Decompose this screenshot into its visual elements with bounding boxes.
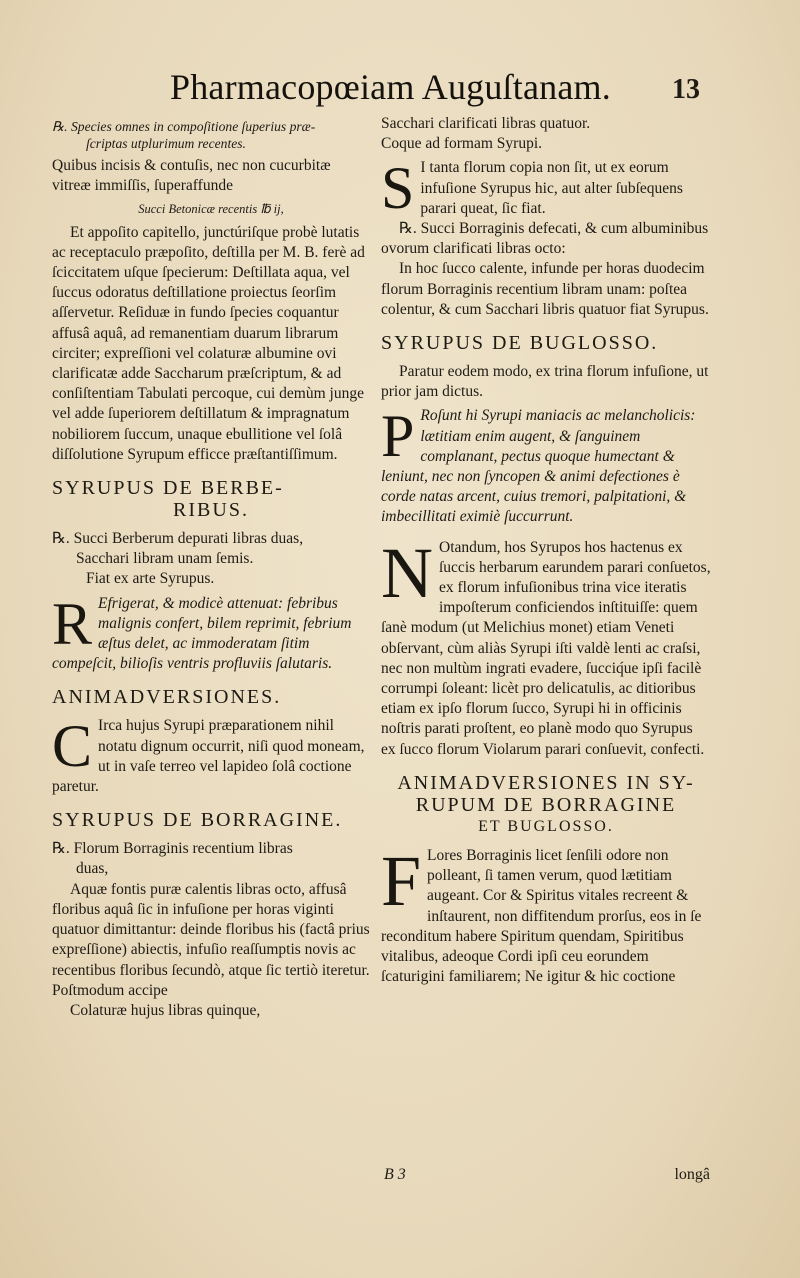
drop-cap: C xyxy=(52,716,93,780)
recipe-line: ℞. Florum Borraginis recentium libras xyxy=(52,840,293,858)
paragraph: Paratur eodem modo, ex trina florum infuſione, ut prior jam dictus. xyxy=(381,363,709,401)
left-column xyxy=(52,114,370,1238)
recipe-line: Sacchari libram unam ſemis. xyxy=(76,550,254,568)
section-heading-buglosso: SYRUPUS DE BUGLOSSO. xyxy=(381,332,659,355)
alternative-paragraph xyxy=(381,158,711,219)
recipe-line: Sacchari clarificati libras quatuor. xyxy=(381,115,591,132)
paragraph-text: I tanta florum copia non ſit, ut ex eorum infuſione Syrupus hic, aut alter ſubſequens parari queat, ſic fiat. xyxy=(420,159,683,217)
recipe-intro xyxy=(52,118,370,152)
heading-line: SYRUPUS DE BERBE- xyxy=(52,477,284,500)
recipe-line: duas, xyxy=(76,860,109,878)
drop-cap: S xyxy=(381,158,415,220)
drop-cap: P xyxy=(381,406,415,470)
paragraph-text: Lores Borraginis licet ſenſili odore non polleant, ſi tamen verum, quod lætitiam augeant. Cor & Spiritus vitales recreent & inſtaurent, non diffitendum prorſus, eos in ſe reconditum habere Spiritum quendam, Spiritibus vitalibus, adeoque Cordi ipſi ceu eorundem ſcaturigini familiarem; Ne igitur & hic coctione xyxy=(381,846,702,986)
drop-cap: F xyxy=(381,845,422,921)
catchword: longâ xyxy=(674,1166,710,1183)
recipe-berberibus xyxy=(52,529,370,590)
drop-cap: N xyxy=(381,537,433,613)
recipe-line: Coque ad formam Syrupi. xyxy=(381,135,543,153)
paragraph: Quibus incisis & contuſis, nec non cucurbitæ vitreæ immiſſis, ſuperaffunde xyxy=(52,157,331,195)
flores-paragraph xyxy=(381,846,711,987)
page-footer xyxy=(380,1166,710,1190)
heading-line: ET BUGLOSSO. xyxy=(478,817,614,835)
page-number: 13 xyxy=(672,74,700,105)
paragraph-text: Efrigerat, & modicè attenuat: febribus malignis confert, bilem reprimit, febrium æſtus delet, ac immoderatam ſitim compeſcit, bilioſis ventris profluviis ſalutaris. xyxy=(52,594,352,673)
recipe-intro-line: ſcriptas utplurimum recentes. xyxy=(86,136,246,151)
ingredient-line: Succi Betonicæ recentis ℔ ij, xyxy=(138,202,284,217)
virtues-paragraph xyxy=(52,594,370,675)
paragraph-text: Otandum, hos Syrupos hos hactenus ex ſuccis herbarum earundem parari conſuetos, ex florum infuſionibus trina vice iteratis impoſterum conficiendos inſtituiſſe: quem ſanè modum (ut Melichius monet) etiam Veneti obſervant, cùm aliàs Syrupi iſti valdè lenti ac craſsi, nec non multùm ingrati evadere, ſucciq́ue ipſi facilè corrumpi ſoleant: licèt pro delicatulis, ac ditioribus etiam ex ipſo florum ſucco, Syrupi hi in officinis noſtris parati proſtent, eo planè modo quo Syrupus ex ſucco florum Violarum parari conſuevit, confecti. xyxy=(381,538,711,758)
running-header xyxy=(0,62,800,112)
signature-mark: B 3 xyxy=(384,1166,406,1183)
paragraph-text: Roſunt hi Syrupi maniacis ac melancholicis: lætitiam enim augent, & ſanguinem complanant, pectus quoque humectant & leniunt, nec non ſyncopen & animi defectiones è corde natas arcent, cuius tremori, palpitationi, & imbecillitati eximiè ſuccurrunt. xyxy=(381,407,696,526)
paragraph-line: Colaturæ hujus libras quinque, xyxy=(70,1001,261,1019)
animadversion-paragraph xyxy=(52,716,370,797)
right-column xyxy=(381,114,711,1238)
section-heading-animadversiones: ANIMADVERSIONES. xyxy=(52,686,282,709)
virtues-paragraph xyxy=(381,406,711,527)
paragraph: Et appoſito capitello, junctúriſque probè lutatis ac receptaculo præpoſito, deſtilla per M. B. ferè ad ſciccitatem uſque ſpecierum: Deſtillata aqua, vel ſuccus odoratus deſtillatione proiectus ſeorſim aſſervetur. Reſiduæ in fundo ſpecies coquantur affusâ aquâ, ad remanentiam duarum librarum circiter; expreſſioni vel colaturæ albumine ovi clarificatæ adde Saccharum præſcriptum, & ad conſiſtentiam Tabulati percoque, cui demùm junge vel adde ſuperiorem deſtillatum & impragnatum nobiliorem ſuccum, unaque ebullitione vel ſolâ diſſolutione Syrupum efficce præſtantiſſimum. xyxy=(52,223,365,463)
notandum-paragraph xyxy=(381,538,711,760)
recipe-borragine xyxy=(52,839,370,879)
heading-line: ANIMADVERSIONES IN SY- xyxy=(397,771,695,794)
heading-line: RUPUM DE BORRAGINE xyxy=(415,793,677,816)
paragraph-text: Irca hujus Syrupi præparationem nihil notatu dignum occurrit, niſi quod moneam, ut in vaſe terreo vel lapideo ſolâ coctione paretur. xyxy=(52,717,365,796)
recipe-line: Fiat ex arte Syrupus. xyxy=(86,570,215,588)
recipe-line: ℞. Succi Berberum depurati libras duas, xyxy=(52,530,304,548)
heading-line: RIBUS. xyxy=(173,499,249,522)
drop-cap: R xyxy=(52,593,93,657)
running-title: Pharmacopœiam Auguſtanam. xyxy=(170,67,611,107)
recipe-continuation xyxy=(381,114,711,154)
section-heading-berberibus xyxy=(52,477,370,521)
section-heading-animadversiones-borragine xyxy=(381,772,711,838)
paragraph: ℞. Succi Borraginis defecati, & cum albuminibus ovorum clarificati libras octo: xyxy=(381,220,709,258)
paragraph: Aquæ fontis puræ calentis libras octo, affusâ floribus aquâ ſic in infuſione per horas viginti quatuor dimittantur: deinde floribus his (factâ prius expreſſione) abiectis, infuſio reaſſumptis novis ac recentibus floribus ſecundò, atque ſic tertiò iteretur. Poſtmodum accipe xyxy=(52,880,370,999)
section-heading-borragine: SYRUPUS DE BORRAGINE. xyxy=(52,809,343,832)
paragraph: In hoc ſucco calente, infunde per horas duodecim florum Borraginis recentium libram unam: poſtea colentur, & cum Sacchari libris quatuor fiat Syrupus. xyxy=(381,260,709,318)
recipe-intro-line: ℞. Species omnes in compoſitione ſuperius præ- xyxy=(52,119,316,134)
